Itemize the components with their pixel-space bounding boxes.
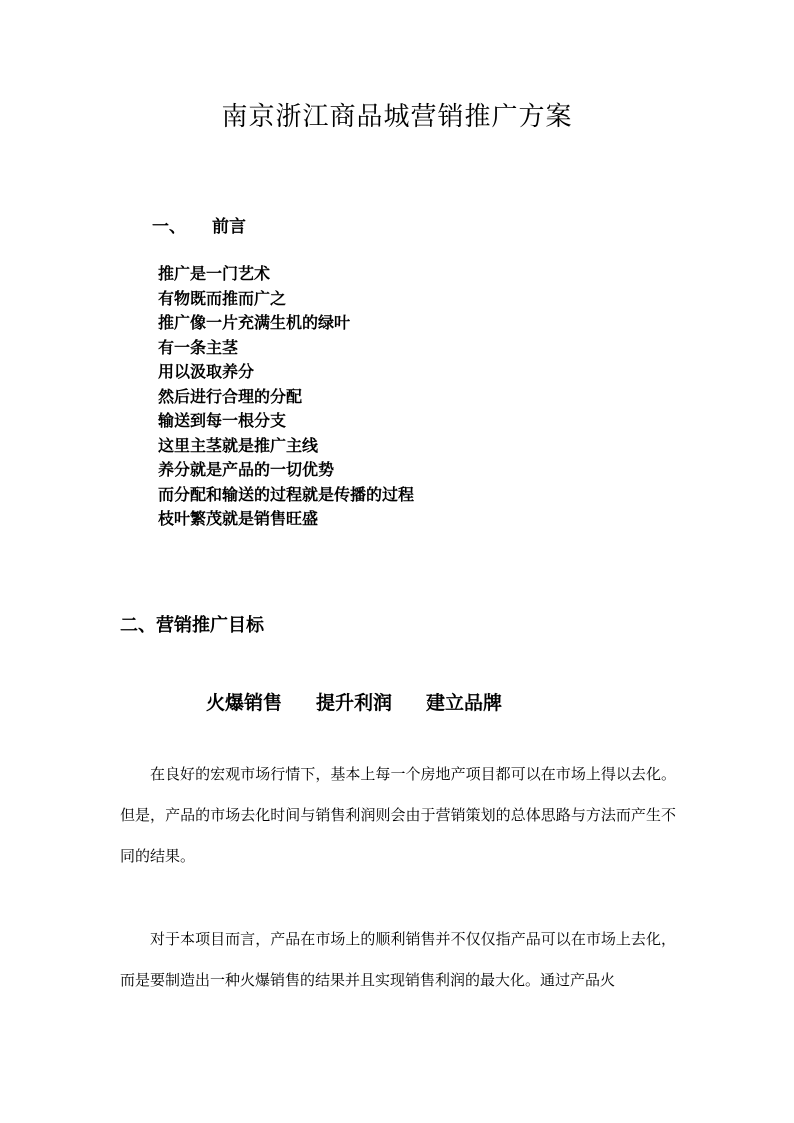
marketing-goals <box>206 688 502 715</box>
poem-line: 而分配和输送的过程就是传播的过程 <box>158 484 415 504</box>
poem-line: 枝叶繁茂就是销售旺盛 <box>158 509 319 528</box>
goal-item: 提升利润 <box>316 692 393 714</box>
poem-line: 有一条主茎 <box>158 337 239 357</box>
document-title: 南京浙江商品城营销推广方案 <box>221 102 573 132</box>
poem-line: 输送到每一根分支 <box>158 411 287 430</box>
poem-line: 这里主茎就是推广主线 <box>158 435 319 455</box>
poem-line: 推广像一片充满生机的绿叶 <box>158 313 351 332</box>
section-1-number: 一、 <box>152 217 186 237</box>
section-1-heading <box>152 212 246 237</box>
preface-poem <box>158 262 414 532</box>
poem-line: 养分就是产品的一切优势 <box>158 460 335 479</box>
goal-item: 火爆销售 <box>206 692 283 714</box>
section-1-title: 前言 <box>212 217 246 237</box>
poem-line: 推广是一门艺术 <box>158 264 271 283</box>
body-paragraph-2: 对于本项目而言，产品在市场上的顺利销售并不仅仅指产品可以在市场上去化，而是要制造出一种火爆销售的结果并且实现销售利润的最大化。通过产品火 <box>120 930 676 989</box>
body-paragraph-1: 在良好的宏观市场行情下，基本上每一个房地产项目都可以在市场上得以去化。但是，产品的市场去化时间与销售利润则会由于营销策划的总体思路与方法而产生不同的结果。 <box>120 765 676 865</box>
section-2-heading: 二、营销推广目标 <box>120 615 264 636</box>
poem-line: 用以汲取养分 <box>158 362 255 381</box>
poem-line: 然后进行合理的分配 <box>158 386 303 406</box>
poem-line: 有物既而推而广之 <box>158 288 287 308</box>
goal-item: 建立品牌 <box>426 692 503 714</box>
